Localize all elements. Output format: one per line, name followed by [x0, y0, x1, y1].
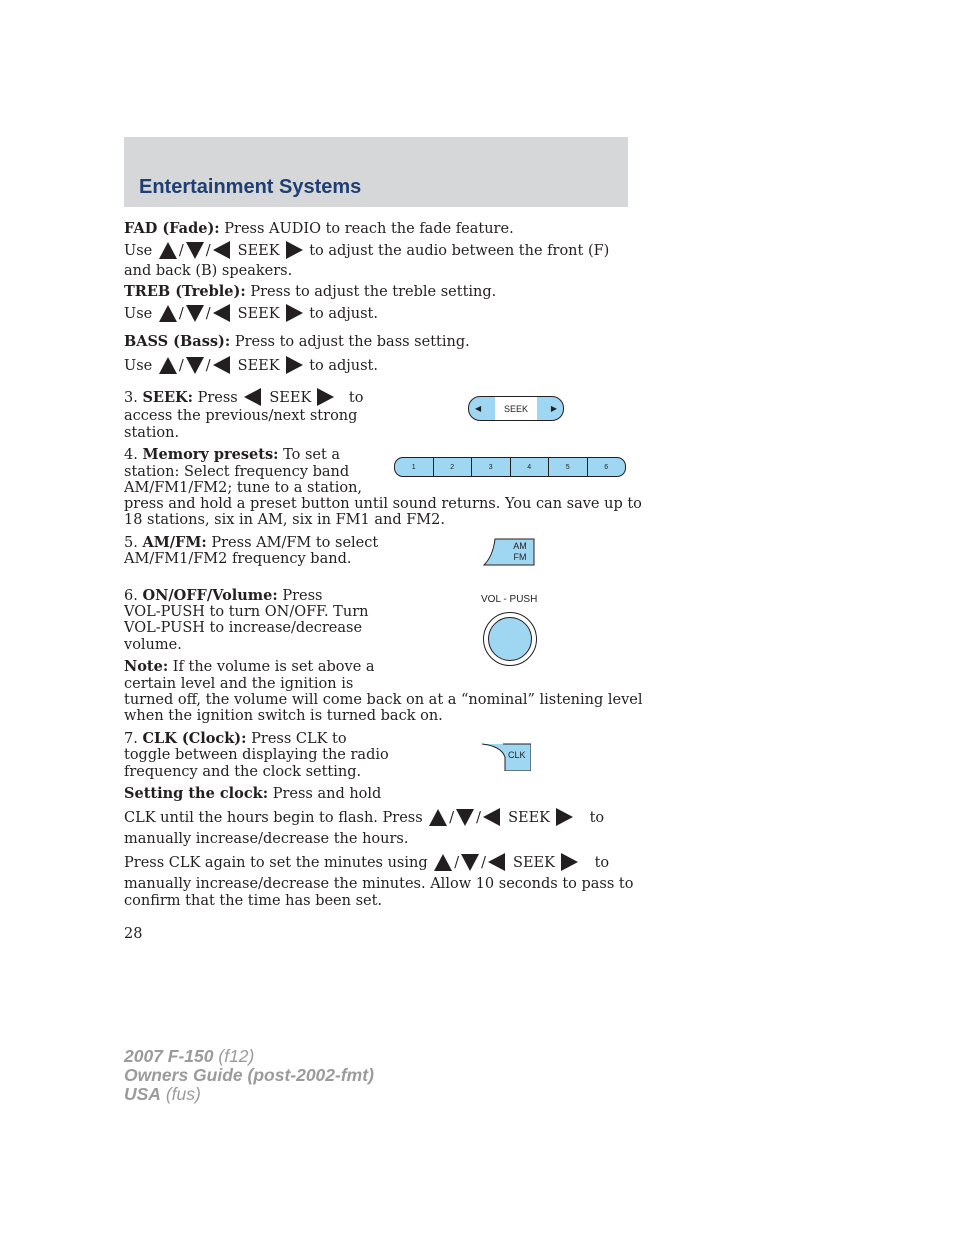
preset-button-1: 1 [411, 463, 416, 471]
amfm-button-am: AM [513, 541, 527, 551]
fad-use-word: Use [124, 243, 153, 259]
setting-clock-line4-text: Press CLK again to set the minutes using [124, 855, 428, 871]
treb-control-line [124, 305, 378, 323]
note-line1 [124, 659, 375, 676]
bass-after-text: to adjust. [309, 358, 378, 374]
clk-item-number: 7. [124, 731, 143, 747]
seek-left-arrow-icon [213, 241, 230, 259]
slash-separator: / [178, 306, 184, 322]
seek-item-label: SEEK: [142, 389, 193, 406]
up-arrow-icon [429, 809, 447, 826]
preset-button-2: 2 [433, 458, 472, 476]
slash-separator: / [205, 306, 211, 322]
setting-clock-line4 [124, 854, 609, 872]
treb-text: Press to adjust the treble setting. [245, 284, 497, 300]
setting-clock-line2 [124, 809, 604, 827]
seek-item-line3: station. [124, 425, 180, 441]
clk-item-text1: Press CLK to [246, 731, 347, 747]
footer-region: USA [124, 1084, 161, 1104]
note-text1: If the volume is set above a [168, 659, 375, 675]
vol-item-line1 [124, 588, 322, 605]
seek-right-arrow-icon [286, 241, 303, 259]
preset-button-3: 3 [471, 458, 510, 476]
clk-button-label: CLK [508, 750, 526, 760]
seek-right-arrow-icon [317, 388, 334, 406]
down-arrow-icon [461, 854, 479, 871]
footer-model: 2007 F-150 [124, 1046, 214, 1066]
up-arrow-icon [159, 242, 177, 259]
presets-item-text1: To set a [278, 447, 341, 463]
amfm-button-fm: FM [513, 552, 527, 562]
footer-guide: Owners Guide (post-2002-fmt) [124, 1065, 374, 1085]
fad-label: FAD (Fade): [124, 220, 220, 237]
presets-item-line1 [124, 447, 340, 464]
presets-item-line2: station: Select frequency band [124, 464, 350, 480]
amfm-item-label: AM/FM: [142, 534, 207, 551]
seek-word: SEEK [513, 855, 555, 871]
treb-label: TREB (Treble): [124, 283, 246, 300]
seek-left-arrow-icon [488, 853, 505, 871]
down-arrow-icon [186, 357, 204, 374]
seek-item-line2: access the previous/next strong [124, 408, 358, 424]
fad-after-text: to adjust the audio between the front (F) [309, 243, 610, 259]
presets-item-line4: press and hold a preset button until sound returns. You can save up to [124, 496, 642, 512]
down-arrow-icon [456, 809, 474, 826]
seek-left-arrow-icon [244, 388, 261, 406]
note-line3: turned off, the volume will come back on at a “nominal” listening level [124, 692, 643, 708]
seek-right-arrow-icon [286, 356, 303, 374]
bass-text: Press to adjust the bass setting. [230, 334, 470, 350]
seek-left-arrow-icon [213, 356, 230, 374]
seek-button-illustration [468, 396, 564, 421]
section-title: Entertainment Systems [139, 176, 362, 198]
slash-separator: / [454, 855, 460, 871]
amfm-item-number: 5. [124, 535, 143, 551]
page-number: 28 [124, 926, 143, 942]
bass-use-word: Use [124, 358, 153, 374]
setting-clock-to: to [589, 810, 605, 826]
seek-button-label: SEEK [495, 397, 537, 420]
seek-button-right-icon: ▶ [550, 404, 557, 413]
clk-item-line1 [124, 731, 347, 748]
seek-left-arrow-icon [213, 304, 230, 322]
up-arrow-icon [159, 305, 177, 322]
preset-button-4: 4 [510, 458, 549, 476]
bass-control-line [124, 357, 378, 375]
setting-clock-line6: confirm that the time has been set. [124, 893, 383, 909]
fad-control-line [124, 242, 609, 260]
amfm-item-line2: AM/FM1/FM2 frequency band. [124, 551, 352, 567]
setting-clock-label: Setting the clock: [124, 785, 269, 802]
clk-item-line3: frequency and the clock setting. [124, 764, 362, 780]
bass-label: BASS (Bass): [124, 333, 231, 350]
seek-button-left-icon: ◀ [475, 404, 482, 413]
fad-paragraph [124, 221, 514, 238]
vol-item-line4: volume. [124, 637, 182, 653]
slash-separator: / [481, 855, 487, 871]
vol-item-line3: VOL-PUSH to increase/decrease [124, 620, 363, 636]
bass-paragraph [124, 334, 470, 351]
presets-item-number: 4. [124, 447, 143, 463]
preset-button-6: 6 [587, 458, 626, 476]
slash-separator: / [205, 243, 211, 259]
preset-buttons-illustration [394, 457, 626, 477]
seek-word: SEEK [237, 243, 280, 259]
clk-item-label: CLK (Clock): [142, 730, 247, 747]
seek-right-arrow-icon [556, 808, 573, 826]
setting-clock-to-2: to [594, 855, 610, 871]
treb-use-word: Use [124, 306, 153, 322]
seek-item-line1 [124, 389, 363, 407]
seek-item-press: Press [192, 390, 238, 406]
volume-knob-illustration [488, 617, 532, 661]
presets-item-line3: AM/FM1/FM2; tune to a station, [124, 480, 363, 496]
fad-line3: and back (B) speakers. [124, 263, 293, 279]
vol-push-label: VOL - PUSH [481, 594, 538, 605]
amfm-item-text1: Press AM/FM to select [206, 535, 379, 551]
seek-word: SEEK [237, 358, 280, 374]
note-line2: certain level and the ignition is [124, 676, 354, 692]
note-line4: when the ignition switch is turned back on. [124, 708, 443, 724]
footer-region-code: (fus) [160, 1084, 201, 1104]
footer-line2 [124, 1066, 374, 1085]
preset-button-5: 5 [548, 458, 587, 476]
seek-right-arrow-icon [286, 304, 303, 322]
amfm-item-line1 [124, 535, 378, 552]
footer-line3 [124, 1085, 201, 1104]
slash-separator: / [178, 358, 184, 374]
up-arrow-icon [434, 854, 452, 871]
down-arrow-icon [186, 242, 204, 259]
seek-word: SEEK [269, 390, 312, 406]
down-arrow-icon [186, 305, 204, 322]
clk-item-line2: toggle between displaying the radio [124, 747, 389, 763]
setting-clock-line1 [124, 786, 381, 803]
slash-separator: / [178, 243, 184, 259]
vol-item-label: ON/OFF/Volume: [142, 587, 278, 604]
fad-text: Press AUDIO to reach the fade feature. [219, 221, 514, 237]
treb-after-text: to adjust. [309, 306, 378, 322]
seek-left-arrow-icon [483, 808, 500, 826]
treb-paragraph [124, 284, 496, 301]
footer-line1 [124, 1047, 254, 1066]
slash-separator: / [205, 358, 211, 374]
vol-item-text1: Press [277, 588, 323, 604]
presets-item-line5: 18 stations, six in AM, six in FM1 and FM2. [124, 512, 445, 528]
seek-item-number: 3. [124, 390, 143, 406]
up-arrow-icon [159, 357, 177, 374]
seek-word: SEEK [237, 306, 280, 322]
vol-item-number: 6. [124, 588, 143, 604]
setting-clock-line2-text: CLK until the hours begin to flash. Press [124, 810, 423, 826]
footer-model-code: (f12) [213, 1046, 255, 1066]
seek-item-to: to [348, 390, 364, 406]
amfm-button-label [506, 541, 534, 563]
setting-clock-line3: manually increase/decrease the hours. [124, 831, 409, 847]
slash-separator: / [449, 810, 455, 826]
slash-separator: / [476, 810, 482, 826]
vol-item-line2: VOL-PUSH to turn ON/OFF. Turn [124, 604, 369, 620]
presets-item-label: Memory presets: [142, 446, 279, 463]
seek-word: SEEK [508, 810, 550, 826]
setting-clock-text1: Press and hold [268, 786, 382, 802]
seek-right-arrow-icon [561, 853, 578, 871]
note-label: Note: [124, 658, 169, 675]
setting-clock-line5: manually increase/decrease the minutes. Allow 10 seconds to pass to [124, 876, 634, 892]
